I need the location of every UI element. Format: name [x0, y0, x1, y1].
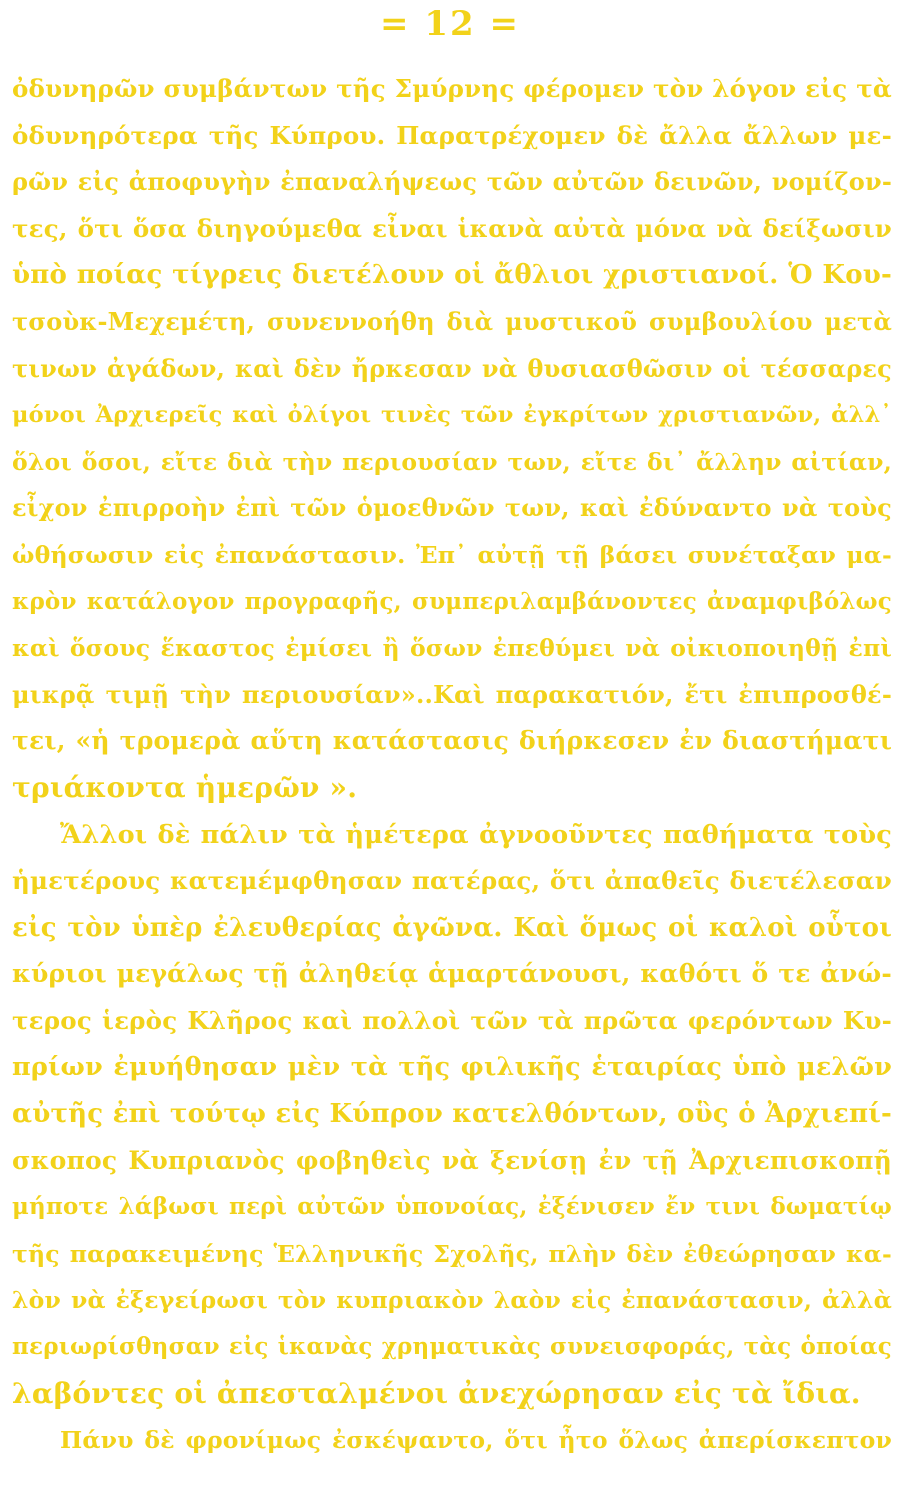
text-line: μήποτε λάβωσι περὶ αὐτῶν ὑπονοίας, ἐξένισεν ἔν τινι δωματίῳ [12, 1193, 892, 1221]
paragraph-start-line: Πάνυ δὲ φρονίμως ἐσκέψαντο, ὅτι ἦτο ὅλως ἀπερίσκεπτον [60, 1426, 892, 1455]
text-line: εἰς τὸν ὑπὲρ ἐλευθερίας ἀγῶνα. Καὶ ὅμως οἱ καλοὶ οὗτοι [12, 912, 892, 943]
text-line: τινων ἀγάδων, καὶ δὲν ἤρκεσαν νὰ θυσιασθῶσιν οἱ τέσσαρες [12, 353, 892, 383]
text-line: τει, «ἡ τρομερὰ αὕτη κατάστασις διήρκεσεν ἐν διαστήματι [12, 726, 892, 756]
text-line: τῆς παρακειμένης Ἑλληνικῆς Σχολῆς, πλὴν δὲν ἐθεώρησαν κα- [12, 1239, 892, 1268]
body-text [12, 66, 892, 1464]
text-line: εἶχον ἐπιρροὴν ἐπὶ τῶν ὁμοεθνῶν των, καὶ ἐδύναντο νὰ τοὺς [12, 493, 892, 523]
page-number: = 12 = [380, 4, 520, 44]
text-line: τερος ἱερὸς Κλῆρος καὶ πολλοὶ τῶν τὰ πρῶτα φερόντων Κυ- [12, 1005, 892, 1035]
text-line: λὸν νὰ ἐξεγείρωσι τὸν κυπριακὸν λαὸν εἰς ἐπανάστασιν, ἀλλὰ [12, 1286, 892, 1315]
text-line: σκοπος Κυπριανὸς φοβηθεὶς νὰ ξενίσῃ ἐν τῇ Ἀρχιεπισκοπῇ [12, 1145, 892, 1175]
text-line: κύριοι μεγάλως τῇ ἀληθείᾳ ἁμαρτάνουσι, καθότι ὅ τε ἀνώ- [12, 959, 892, 989]
text-line: ὑπὸ ποίας τίγρεις διετέλουν οἱ ἄθλιοι χριστιανοί. Ὁ Κου- [12, 260, 892, 291]
text-line: μικρᾷ τιμῇ τὴν περιουσίαν»..Καὶ παρακατιόν, ἔτι ἐπιπροσθέ- [12, 679, 892, 709]
text-line: κρὸν κατάλογον προγραφῆς, συμπεριλαμβάνοντες ἀναμφιβόλως [12, 587, 892, 615]
text-line: τσοὺκ-Μεχεμέτη, συνεννοήθη διὰ μυστικοῦ συμβουλίου μετὰ [12, 306, 892, 336]
text-line: αὐτῆς ἐπὶ τούτῳ εἰς Κύπρον κατελθόντων, οὓς ὁ Ἀρχιεπί- [12, 1099, 892, 1130]
text-line: μόνοι Ἀρχιερεῖς καὶ ὀλίγοι τινὲς τῶν ἐγκρίτων χριστιανῶν, ἀλλ᾽ [12, 402, 892, 429]
text-line: ρῶν εἰς ἀποφυγὴν ἐπαναλήψεως τῶν αὐτῶν δεινῶν, νομίζον- [12, 167, 892, 197]
text-line: καὶ ὅσους ἕκαστος ἐμίσει ἢ ὅσων ἐπεθύμει νὰ οἰκιοποιηθῇ ἐπὶ [12, 634, 892, 663]
paragraph-end-line: λαβόντες οἱ ἀπεσταλμένοι ἀνεχώρησαν εἰς τὰ ἴδια. [12, 1376, 861, 1410]
text-line: ὅλοι ὅσοι, εἴτε διὰ τὴν περιουσίαν των, εἴτε δι᾽ ἄλλην αἰτίαν, [12, 447, 892, 476]
text-line: τες, ὅτι ὅσα διηγούμεθα εἶναι ἱκανὰ αὐτὰ μόνα νὰ δείξωσιν [12, 213, 892, 243]
text-line: πρίων ἐμυήθησαν μὲν τὰ τῆς φιλικῆς ἑταιρίας ὑπὸ μελῶν [12, 1052, 892, 1083]
text-line: ὀδυνηρότερα τῆς Κύπρου. Παρατρέχομεν δὲ ἄλλα ἄλλων με- [12, 120, 892, 150]
text-line: ὠθήσωσιν εἰς ἐπανάστασιν. Ἐπ᾽ αὐτῇ τῇ βάσει συνέταξαν μα- [12, 540, 892, 569]
paragraph-start-line: Ἄλλοι δὲ πάλιν τὰ ἡμέτερα ἀγνοοῦντες παθήματα τοὺς [60, 819, 892, 850]
text-line: ἡμετέρους κατεμέμφθησαν πατέρας, ὅτι ἀπαθεῖς διετέλεσαν [12, 866, 892, 896]
text-line: ὀδυνηρῶν συμβάντων τῆς Σμύρνης φέρομεν τὸν λόγον εἰς τὰ [12, 74, 892, 103]
paragraph-end-line: τριάκοντα ἡμερῶν ». [12, 770, 358, 804]
text-line: περιωρίσθησαν εἰς ἱκανὰς χρηματικὰς συνεισφοράς, τὰς ὁποίας [12, 1333, 892, 1361]
